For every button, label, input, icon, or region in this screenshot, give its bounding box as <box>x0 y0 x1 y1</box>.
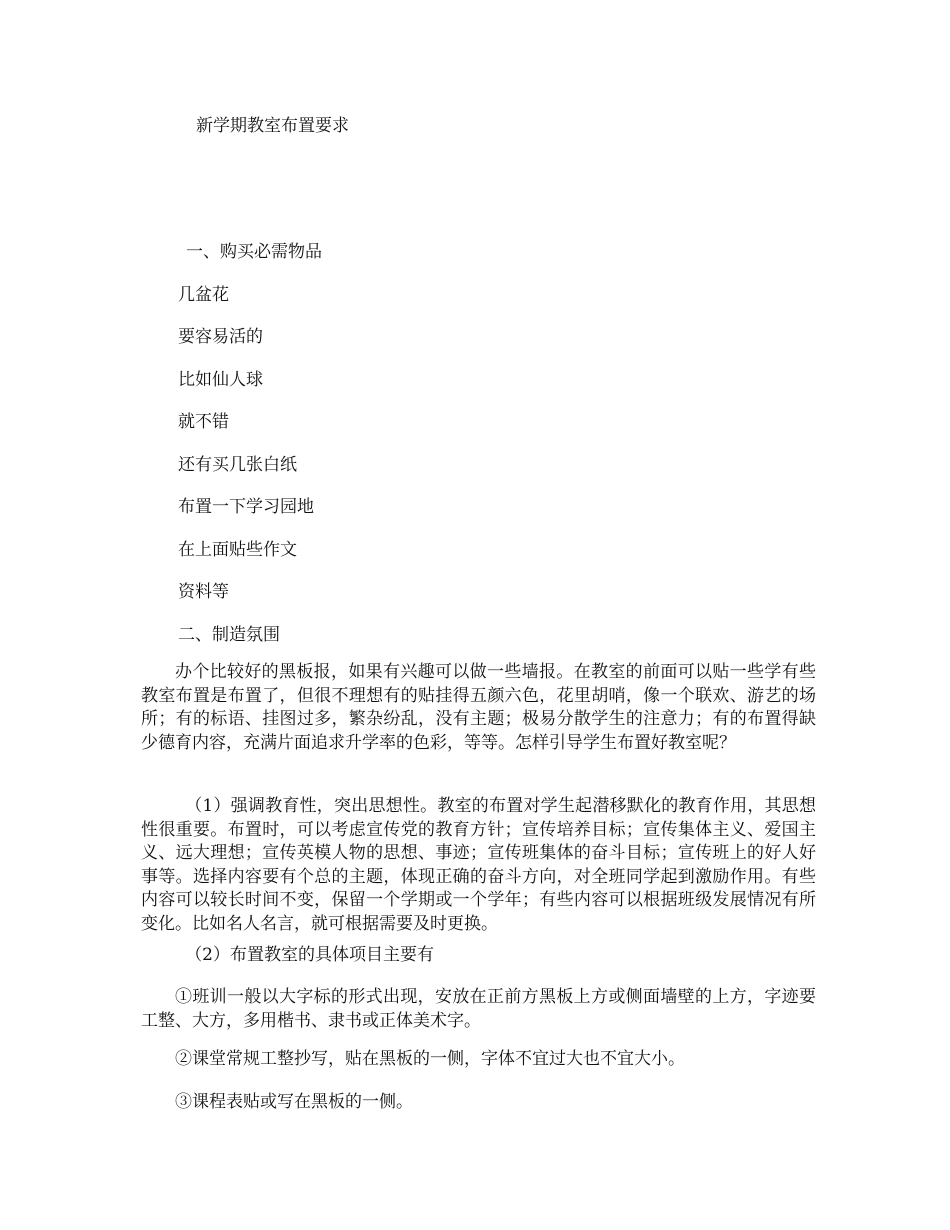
list-item: 要容易活的 <box>178 327 263 347</box>
list-item: 布置一下学习园地 <box>178 497 314 517</box>
document-title: 新学期教室布置要求 <box>196 116 349 136</box>
paragraph-item-2: ②课堂常规工整抄写，贴在黑板的一侧，字体不宜过大也不宜大小。 <box>175 1049 685 1069</box>
list-item: 资料等 <box>178 582 229 602</box>
paragraph-point-2: （2）布置教室的具体项目主要有 <box>185 945 435 965</box>
paragraph-point-1: （1）强调教育性，突出思想性。教室的布置对学生起潜移默化的教育作用，其思想性很重要。布置时，可以考虑宣传党的教育方针；宣传培养目标；宣传集体主义、爱国主义、远大理想；宣传英模人物的思想、事迹；宣传班集体的奋斗目标；宣传班上的好人好事等。选择内容要有个总的主题，体现正确的奋斗方向，对全班同学起到激励作用。有些内容可以较长时间不变，保留一个学期或一个学年；有些内容可以根据班级发展情况有所变化。比如名人名言，就可根据需要及时更换。 <box>141 796 816 934</box>
list-item: 还有买几张白纸 <box>178 455 297 475</box>
paragraph-blackboard: 办个比较好的黑板报，如果有兴趣可以做一些墙报。在教室的前面可以贴一些学有些教室布置是布置了，但很不理想有的贴挂得五颜六色，花里胡哨，像一个联欢、游艺的场所；有的标语、挂图过多，繁杂纷乱，没有主题；极易分散学生的注意力；有的布置得缺少德育内容，充满片面追求升学率的色彩，等等。怎样引导学生布置好教室呢？ <box>141 662 816 753</box>
list-item: 几盆花 <box>178 285 229 305</box>
list-item: 就不错 <box>178 412 229 432</box>
section-heading-atmosphere: 二、制造氛围 <box>178 625 280 645</box>
list-item: 比如仙人球 <box>178 370 263 390</box>
paragraph-item-3: ③课程表贴或写在黑板的一侧。 <box>175 1092 413 1112</box>
list-item: 在上面贴些作文 <box>178 540 297 560</box>
paragraph-item-1: ①班训一般以大字标的形式出现，安放在正前方黑板上方或侧面墙壁的上方，字迹要工整、大方，多用楷书、隶书或正体美术字。 <box>141 987 816 1031</box>
section-heading-purchase: 一、购买必需物品 <box>186 242 322 262</box>
